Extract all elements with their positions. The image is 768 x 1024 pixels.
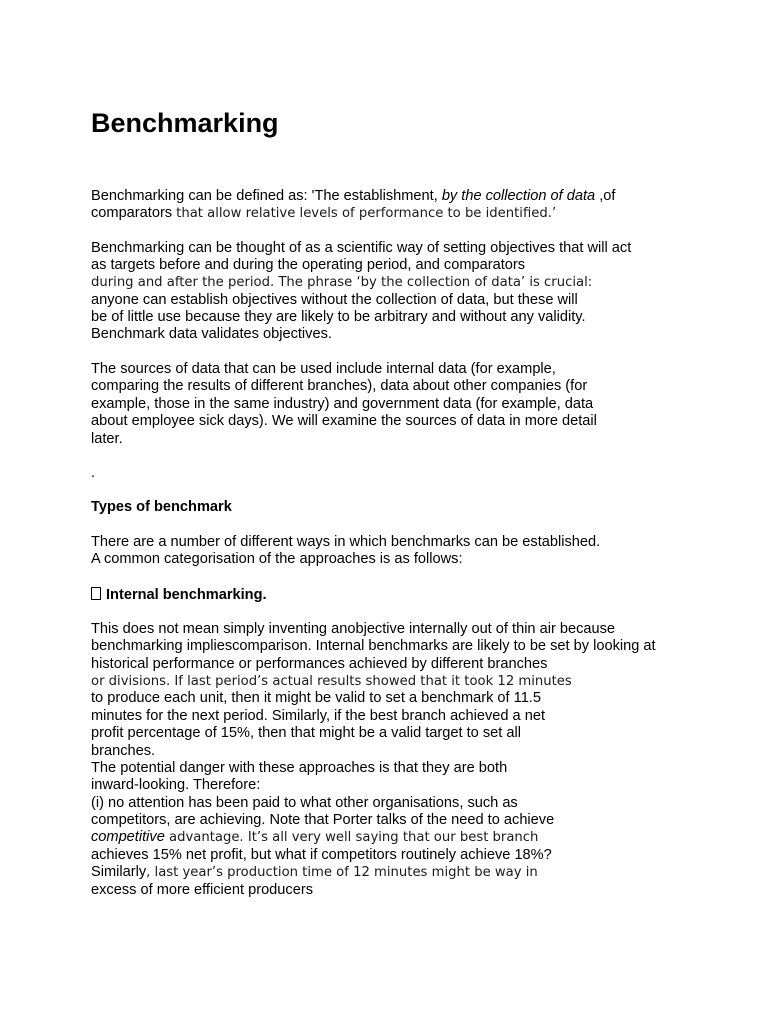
paragraph-line: excess of more efficient producers — [91, 882, 313, 898]
paragraph-line: or divisions. If last period’s actual results showed that it took 12 minutes — [91, 674, 572, 689]
definition-line-1 — [91, 188, 615, 205]
internal-heading-label: Internal benchmarking. — [106, 587, 267, 603]
paragraph-line: Benchmark data validates objectives. — [91, 326, 332, 342]
definition-text: Benchmarking can be defined as: 'The establishment, — [91, 188, 442, 204]
paragraph-line: achieves 15% net profit, but what if competitors routinely achieve 18%? — [91, 847, 552, 863]
paragraph-text: Similarly — [91, 864, 147, 880]
paragraph-line: to produce each unit, then it might be valid to set a benchmark of 11.5 — [91, 690, 541, 706]
paragraph-line: minutes for the next period. Similarly, if the best branch achieved a net — [91, 708, 545, 724]
emphasis-text: competitive — [91, 829, 165, 845]
paragraph-line: during and after the period. The phrase ‘by the collection of data’ is crucial: — [91, 275, 593, 290]
paragraph-text: , last year’s production time of 12 minutes might be way in — [146, 865, 538, 880]
paragraph-line: as targets before and during the operating period, and comparators — [91, 257, 526, 273]
definition-text: that allow relative levels of performance to be identified.’ — [176, 206, 557, 221]
paragraph-line: be of little use because they are likely to be arbitrary and without any validity. — [91, 309, 586, 325]
paragraph-line: The potential danger with these approaches is that they are both — [91, 760, 508, 776]
paragraph-line: competitors, are achieving. Note that Porter talks of the need to achieve — [91, 812, 555, 828]
paragraph-line: later. — [91, 431, 123, 447]
paragraph-text: advantage. It’s all very well saying that our best branch — [164, 830, 539, 845]
paragraph-line: anyone can establish objectives without the collection of data, but these will — [91, 292, 578, 308]
paragraph-line: (i) no attention has been paid to what other organisations, such as — [91, 795, 518, 811]
paragraph-line: historical performance or performances achieved by different branches — [91, 656, 548, 672]
paragraph-line: about employee sick days). We will examine the sources of data in more detail — [91, 413, 597, 429]
paragraph-line: profit percentage of 15%, then that might be a valid target to set all — [91, 725, 521, 741]
paragraph-line: branches. — [91, 743, 156, 759]
paragraph-line: comparing the results of different branches), data about other companies (for — [91, 378, 588, 394]
paragraph-line: There are a number of different ways in which benchmarks can be established. — [91, 534, 601, 550]
paragraph-line — [91, 829, 538, 846]
section-heading-types: Types of benchmark — [91, 499, 232, 515]
paragraph-line: inward-looking. Therefore: — [91, 777, 261, 793]
paragraph-line: The sources of data that can be used include internal data (for example, — [91, 361, 556, 377]
definition-line-2 — [91, 205, 556, 222]
section-heading-internal — [91, 587, 267, 604]
paragraph-line: This does not mean simply inventing anobjective internally out of thin air because — [91, 621, 616, 637]
paragraph-line: Benchmarking can be thought of as a scientific way of setting objectives that will act — [91, 240, 632, 256]
definition-emphasis: by the collection of data — [441, 188, 596, 204]
bullet-box-icon — [91, 587, 101, 600]
page-title: Benchmarking — [91, 108, 279, 138]
definition-text: ,of — [595, 188, 616, 204]
stray-dot: . — [91, 465, 96, 481]
paragraph-line: A common categorisation of the approaches is as follows: — [91, 551, 463, 567]
paragraph-line — [91, 864, 538, 881]
paragraph-line: benchmarking impliescomparison. Internal benchmarks are likely to be set by looking at — [91, 638, 656, 654]
definition-text: comparators — [91, 205, 177, 221]
paragraph-line: example, those in the same industry) and government data (for example, data — [91, 396, 594, 412]
